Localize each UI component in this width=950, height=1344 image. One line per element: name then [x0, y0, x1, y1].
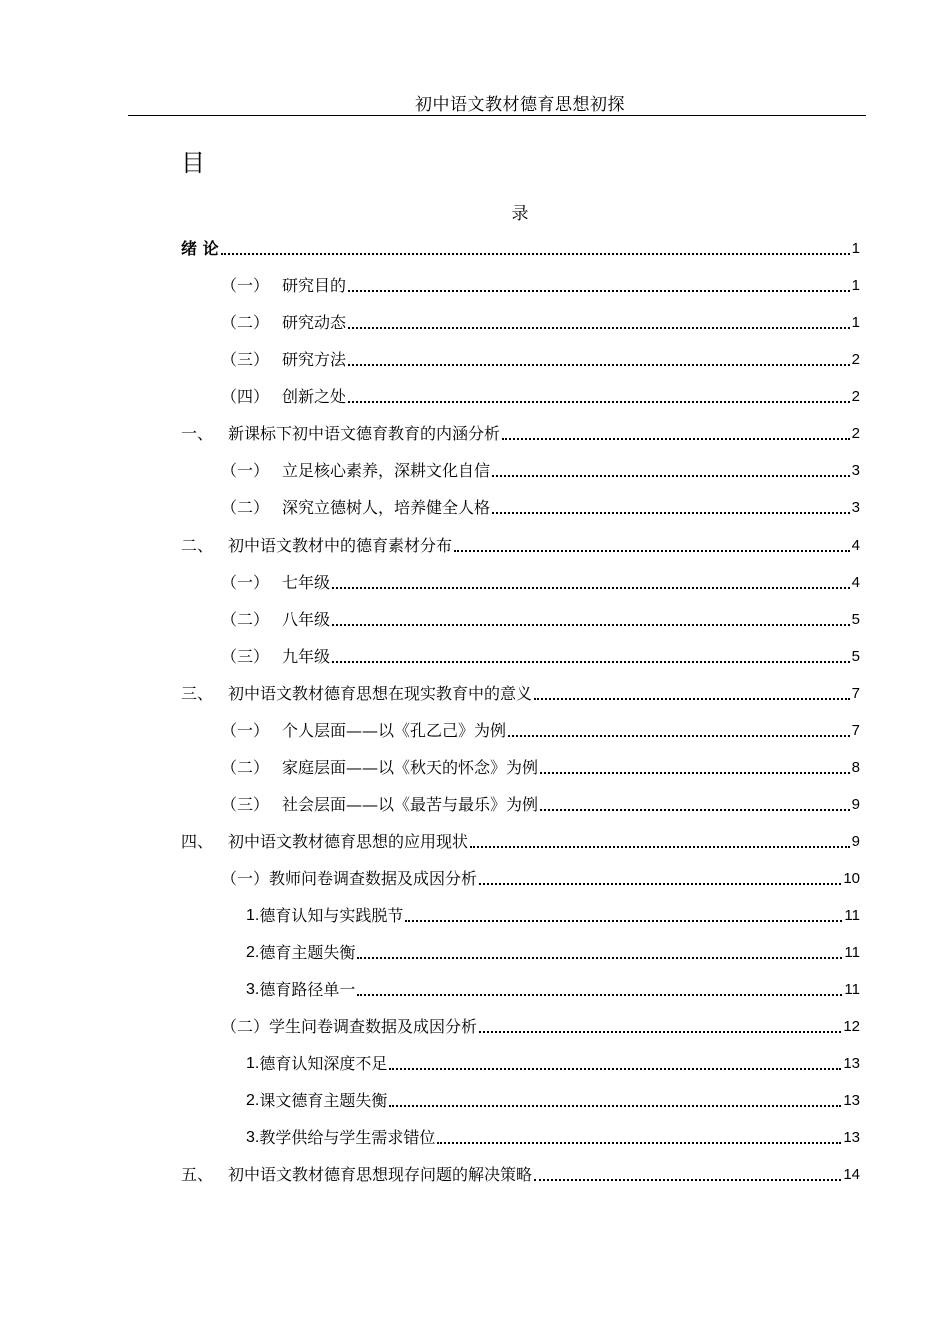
toc-entry-number: 3.	[246, 981, 260, 998]
toc-entry-page: 1	[851, 277, 860, 294]
toc-entry-text: 教学供给与学生需求错位	[259, 1128, 436, 1147]
toc-entry-page: 14	[843, 1166, 860, 1183]
toc-leader-dots	[389, 1068, 841, 1070]
toc-entry-page: 7	[851, 685, 860, 702]
toc-entry-number: （二）	[221, 758, 270, 777]
toc-entry-number: 1.	[246, 907, 260, 924]
toc-entry[interactable]	[246, 1090, 860, 1112]
toc-leader-dots	[479, 1031, 841, 1033]
toc-entry[interactable]	[221, 720, 860, 742]
toc-leader-dots	[454, 550, 850, 552]
toc-leader-dots	[357, 994, 842, 996]
toc-entry[interactable]	[246, 905, 860, 927]
toc-entry-text: 初中语文教材中的德育素材分布	[228, 536, 453, 555]
toc-entry[interactable]	[246, 942, 860, 964]
toc-entry-page: 4	[851, 537, 860, 554]
toc-entry-number: 二、	[181, 536, 214, 555]
toc-entry-number: （二）	[221, 610, 270, 629]
toc-entry[interactable]	[246, 979, 860, 1001]
toc-entry-page: 3	[851, 462, 860, 479]
toc-entry-chapter[interactable]	[181, 423, 860, 445]
toc-leader-dots	[405, 920, 842, 922]
toc-entry-page: 5	[851, 611, 860, 628]
toc-entry-number: （一）	[221, 276, 270, 295]
toc-entry-text: 绪 论	[181, 239, 219, 258]
toc-entry-text: 研究动态	[282, 313, 347, 332]
toc-entry-text: （一）教师问卷调查数据及成因分析	[221, 869, 478, 888]
toc-leader-dots	[492, 475, 850, 477]
toc-entry-number: （二）	[221, 313, 270, 332]
toc-entry[interactable]	[221, 275, 860, 297]
toc-leader-dots	[332, 587, 850, 589]
toc-title-part2: 录	[511, 204, 529, 224]
toc-entry-chapter[interactable]	[181, 683, 860, 705]
toc-entry-number: 3.	[246, 1129, 260, 1146]
toc-entry[interactable]	[221, 349, 860, 371]
toc-entry-text: 八年级	[282, 610, 331, 629]
toc-entry-text: 七年级	[282, 573, 331, 592]
toc-entry-text: 深究立德树人，培养健全人格	[282, 498, 491, 517]
toc-entry-text: 德育认知深度不足	[259, 1054, 388, 1073]
toc-leader-dots	[348, 327, 850, 329]
toc-leader-dots	[348, 401, 850, 403]
toc-entry[interactable]	[221, 1016, 860, 1038]
toc-entry-page: 3	[851, 499, 860, 516]
toc-entry-chapter[interactable]	[181, 535, 860, 557]
toc-entry-page: 13	[843, 1092, 860, 1109]
toc-entry[interactable]	[246, 1127, 860, 1149]
toc-entry[interactable]	[221, 572, 860, 594]
toc-leader-dots	[479, 883, 841, 885]
running-header-title: 初中语文教材德育思想初探	[415, 95, 625, 115]
toc-entry-page: 8	[851, 759, 860, 776]
toc-entry-introduction[interactable]	[181, 238, 860, 260]
toc-leader-dots	[508, 735, 850, 737]
toc-entry-chapter[interactable]	[181, 831, 860, 853]
toc-entry-page: 11	[844, 944, 860, 961]
toc-entry-number: 一、	[181, 424, 214, 443]
toc-entry[interactable]	[221, 497, 860, 519]
toc-entry-number: （三）	[221, 647, 270, 666]
toc-entry-page: 1	[851, 240, 860, 257]
toc-entry-number: 三、	[181, 684, 214, 703]
toc-entry-text: 创新之处	[282, 387, 347, 406]
toc-entry-number: （一）	[221, 573, 270, 592]
toc-entry[interactable]	[221, 609, 860, 631]
toc-entry[interactable]	[221, 757, 860, 779]
toc-entry-number: （四）	[221, 387, 270, 406]
toc-entry-text: 家庭层面——以《秋天的怀念》为例	[282, 758, 539, 777]
toc-leader-dots	[540, 809, 850, 811]
toc-leader-dots	[534, 698, 850, 700]
toc-entry-page: 10	[843, 870, 860, 887]
toc-entry-page: 2	[851, 388, 860, 405]
toc-entry-chapter[interactable]	[181, 1164, 860, 1186]
toc-entry-page: 7	[851, 722, 860, 739]
toc-entry-text: 立足核心素养，深耕文化自信	[282, 461, 491, 480]
toc-entry-number: （三）	[221, 795, 270, 814]
toc-entry[interactable]	[246, 1053, 860, 1075]
toc-entry-page: 2	[851, 425, 860, 442]
toc-entry-number: （一）	[221, 721, 270, 740]
toc-entry-text: 德育认知与实践脱节	[259, 906, 404, 925]
toc-entry-text: 社会层面——以《最苦与最乐》为例	[282, 795, 539, 814]
toc-entry-text: 九年级	[282, 647, 331, 666]
toc-entry-text: 德育路径单一	[259, 980, 356, 999]
toc-leader-dots	[470, 846, 850, 848]
toc-entry-number: 五、	[181, 1165, 214, 1184]
toc-leader-dots	[389, 1105, 841, 1107]
toc-entry-text: 个人层面——以《孔乙己》为例	[282, 721, 507, 740]
toc-leader-dots	[332, 624, 850, 626]
toc-entry-text: 初中语文教材德育思想现存问题的解决策略	[228, 1165, 533, 1184]
toc-entry-text: 新课标下初中语文德育教育的内涵分析	[228, 424, 501, 443]
toc-leader-dots	[534, 1179, 841, 1181]
toc-entry-text: 德育主题失衡	[259, 943, 356, 962]
toc-entry[interactable]	[221, 794, 860, 816]
toc-entry-page: 1	[851, 314, 860, 331]
toc-entry-text: 研究方法	[282, 350, 347, 369]
toc-entry-page: 2	[851, 351, 860, 368]
toc-entry-page: 4	[851, 574, 860, 591]
toc-entry-page: 13	[843, 1055, 860, 1072]
toc-leader-dots	[332, 661, 850, 663]
toc-leader-dots	[492, 512, 850, 514]
toc-entry-page: 5	[851, 648, 860, 665]
toc-entry-text: 初中语文教材德育思想在现实教育中的意义	[228, 684, 533, 703]
toc-entry-text: 课文德育主题失衡	[259, 1091, 388, 1110]
toc-leader-dots	[348, 364, 850, 366]
toc-entry-number: （一）	[221, 461, 270, 480]
toc-entry-number: 1.	[246, 1055, 260, 1072]
toc-leader-dots	[348, 290, 850, 292]
toc-entry[interactable]	[221, 460, 860, 482]
toc-leader-dots	[540, 772, 850, 774]
toc-entry[interactable]	[221, 868, 860, 890]
toc-entry-page: 11	[844, 907, 860, 924]
toc-entry[interactable]	[221, 386, 860, 408]
toc-entry-number: 2.	[246, 1092, 260, 1109]
toc-entry-page: 11	[844, 981, 860, 998]
toc-leader-dots	[357, 957, 842, 959]
toc-entry-number: （二）	[221, 498, 270, 517]
toc-entry-page: 12	[843, 1018, 860, 1035]
toc-entry-page: 9	[851, 796, 860, 813]
toc-leader-dots	[437, 1142, 841, 1144]
toc-entry[interactable]	[221, 646, 860, 668]
toc-entry-number: （三）	[221, 350, 270, 369]
toc-leader-dots	[221, 253, 850, 255]
toc-entry-text: 初中语文教材德育思想的应用现状	[228, 832, 469, 851]
toc-entry-number: 2.	[246, 944, 260, 961]
toc-leader-dots	[502, 438, 850, 440]
toc-entry-text: 研究目的	[282, 276, 347, 295]
toc-entry[interactable]	[221, 312, 860, 334]
toc-entry-text: （二）学生问卷调查数据及成因分析	[221, 1017, 478, 1036]
toc-entry-number: 四、	[181, 832, 214, 851]
toc-entry-page: 13	[843, 1129, 860, 1146]
toc-entry-page: 9	[851, 833, 860, 850]
toc-title-part1: 目	[181, 149, 205, 177]
